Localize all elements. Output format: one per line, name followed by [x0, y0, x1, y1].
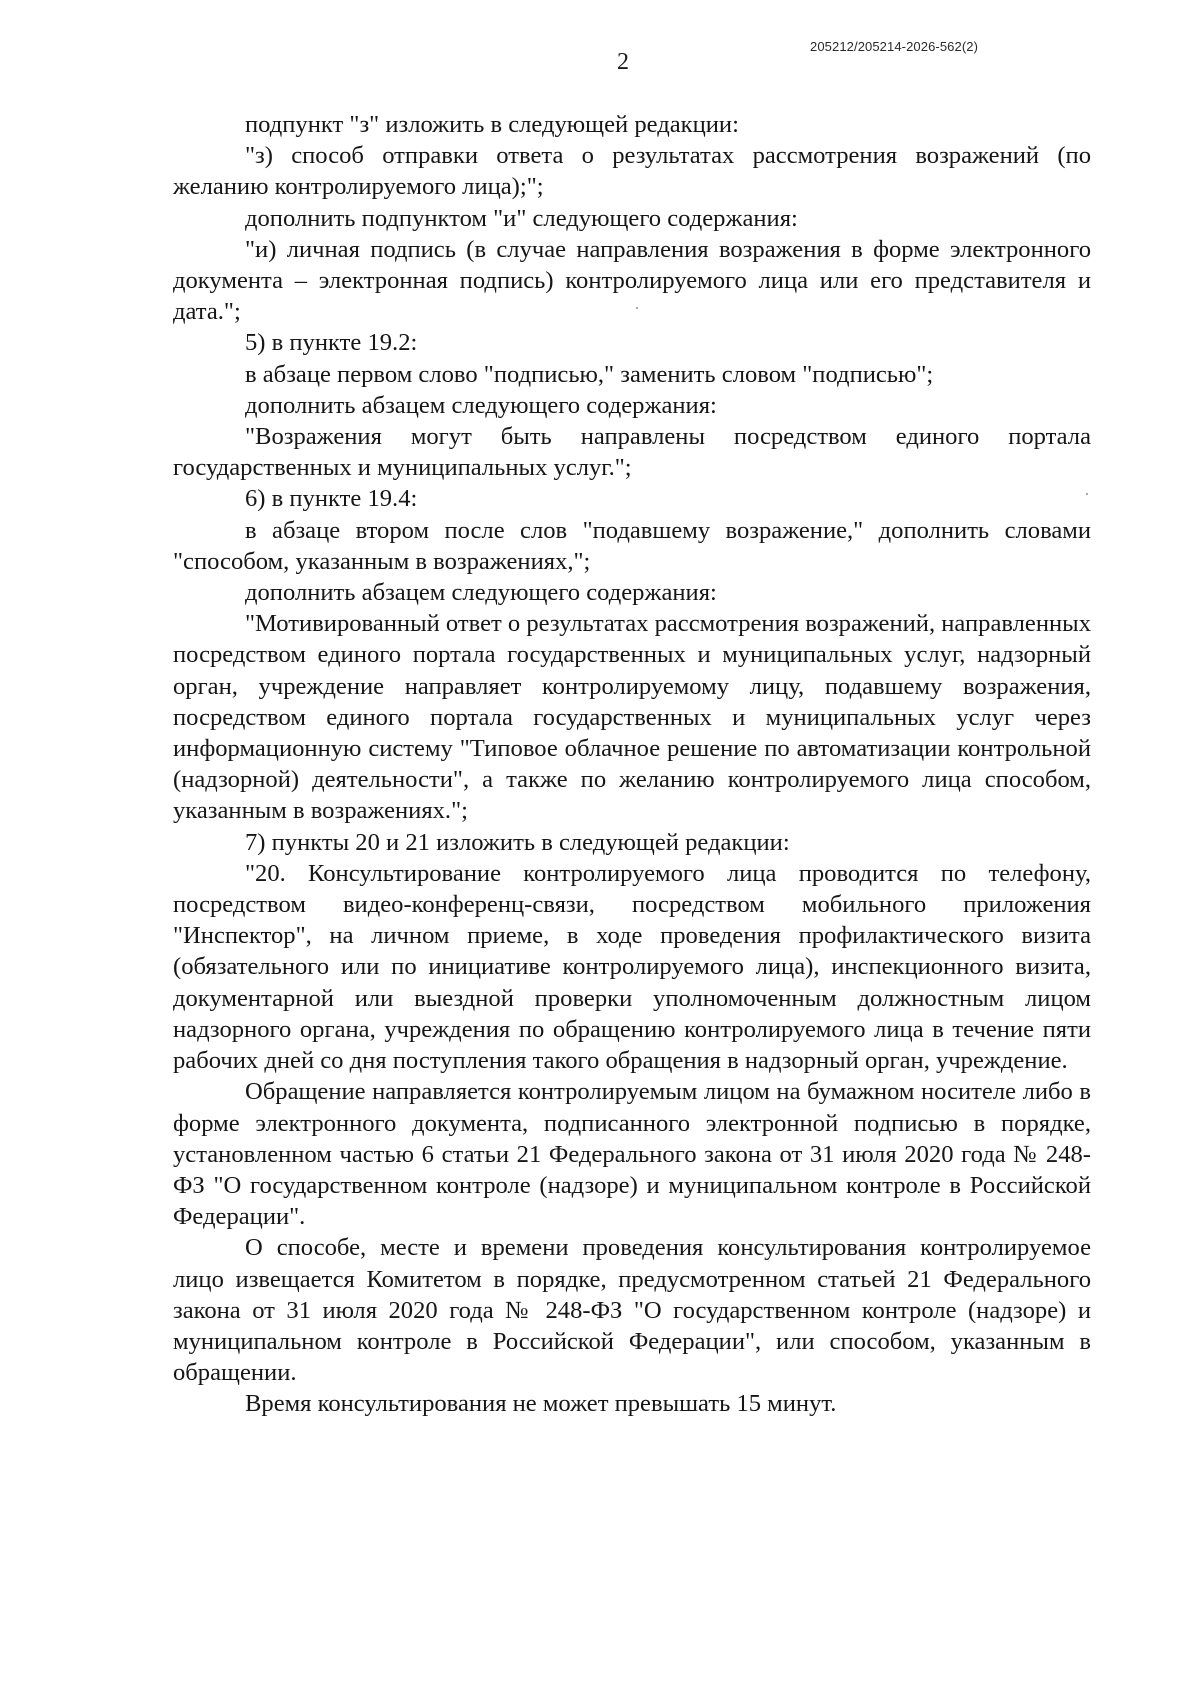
paragraph: в абзаце первом слово "подписью," заменить словом "подписью";: [245, 360, 934, 388]
document-registration-number: 205212/205214-2026-562(2): [810, 39, 979, 54]
paragraph: Обращение направляется контролируемым лицом на бумажном носителе либо в форме электронного документа, подписанного электронной подписью в порядке, установленном частью 6 статьи 21 Федерального закона от 31 июля 2020 года № 248-ФЗ "О государственном контроле (надзоре) и муниципальном контроле в Российской Федерации".: [173, 1078, 1091, 1231]
paragraph: дополнить абзацем следующего содержания:: [245, 391, 717, 419]
paragraph: дополнить абзацем следующего содержания:: [245, 579, 717, 607]
paragraph: дополнить подпунктом "и" следующего содержания:: [245, 204, 798, 232]
paragraph: "з) способ отправки ответа о результатах рассмотрения возражений (по желанию контролируемого лица);";: [173, 142, 1091, 201]
paragraph: О способе, месте и времени проведения консультирования контролируемое лицо извещается Комитетом в порядке, предусмотренном статьей 21 Федерального закона от 31 июля 2020 года № 248-ФЗ "О государственном контроле (надзоре) и муниципальном контроле в Российской Федерации", или способом, указанным в обращении.: [173, 1234, 1091, 1387]
paragraph: Время консультирования не может превышать 15 минут.: [245, 1390, 837, 1418]
paragraph: 5) в пункте 19.2:: [245, 329, 418, 357]
paragraph: "20. Консультирование контролируемого лица проводится по телефону, посредством видео-конференц-связи, посредством мобильного приложения "Инспектор", на личном приеме, в ходе проведения профилактического визита (обязательного или по инициативе контролируемого лица), инспекционного визита, документарной или выездной проверки уполномоченным должностным лицом надзорного органа, учреждения по обращению контролируемого лица в течение пяти рабочих дней со дня поступления такого обращения в надзорный орган, учреждение.: [173, 859, 1091, 1075]
page-number: 2: [617, 49, 629, 75]
paragraph: 6) в пункте 19.4:: [245, 485, 418, 513]
paragraph: подпункт "з" изложить в следующей редакции:: [245, 111, 739, 138]
paragraph: "и) личная подпись (в случае направления возражения в форме электронного документа – электронная подпись) контролируемого лица или его представителя и дата.";: [173, 235, 1091, 326]
scan-speck: [636, 307, 638, 309]
document-body: [173, 109, 1091, 1420]
paragraph: в абзаце втором после слов "подавшему возражение," дополнить словами "способом, указанным в возражениях,";: [173, 516, 1091, 575]
paragraph: 7) пункты 20 и 21 изложить в следующей редакции:: [245, 828, 790, 856]
scan-speck: [1086, 493, 1088, 495]
paragraph: "Возражения могут быть направлены посредством единого портала государственных и муниципальных услуг.";: [173, 423, 1091, 482]
paragraph: "Мотивированный ответ о результатах рассмотрения возражений, направленных посредством единого портала государственных и муниципальных услуг, надзорный орган, учреждение направляет контролируемому лицу, подавшему возражения, посредством единого портала государственных и муниципальных услуг через информационную систему "Типовое облачное решение по автоматизации контрольной (надзорной) деятельности", а также по желанию контролируемого лица способом, указанным в возражениях.";: [173, 610, 1091, 825]
